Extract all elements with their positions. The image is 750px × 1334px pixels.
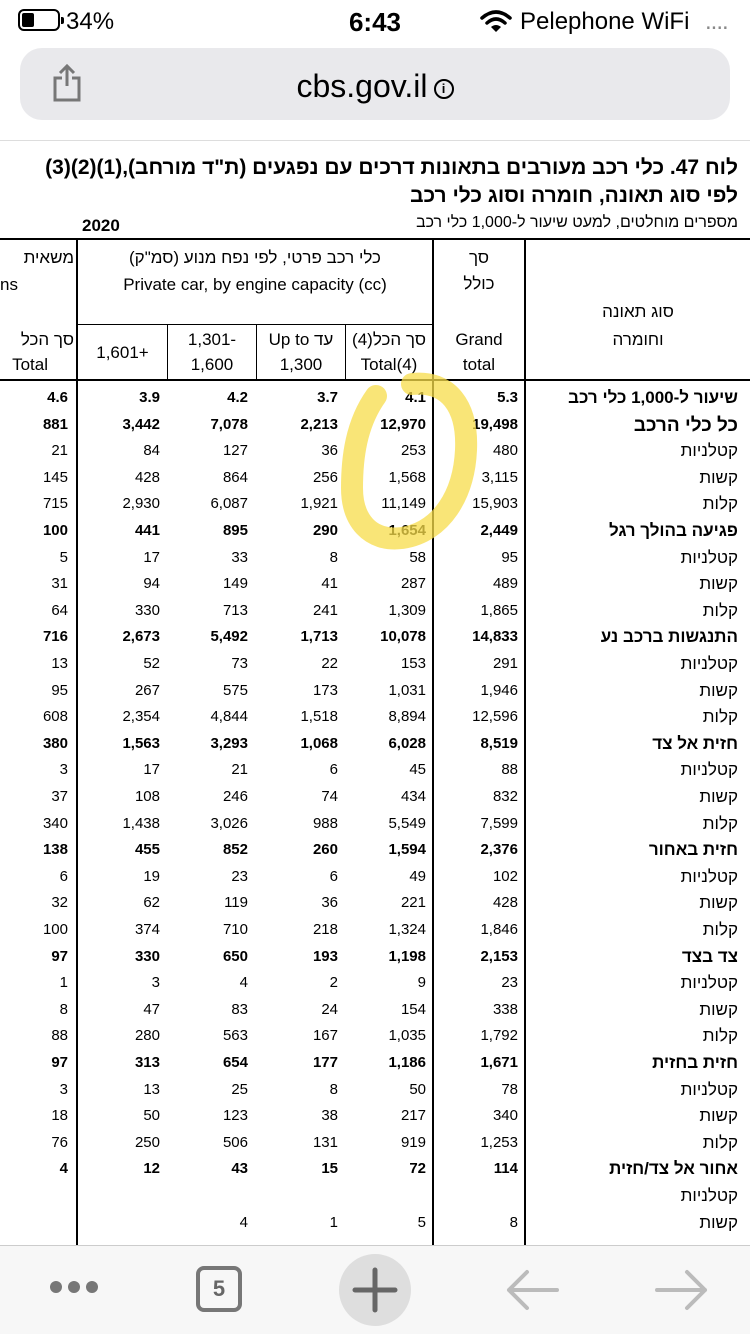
- table-cell: 7,599: [480, 814, 518, 832]
- table-cell: 280: [134, 1027, 160, 1045]
- highlight-annotation: [340, 372, 480, 550]
- table-cell: 575: [222, 681, 248, 699]
- table-cell: 64: [51, 601, 68, 619]
- subheader-line: [78, 324, 432, 325]
- table-cell: 10,078: [380, 628, 426, 646]
- row-label: קלות: [702, 920, 738, 939]
- table-row: [0, 943, 750, 969]
- table-cell: 23: [501, 974, 518, 992]
- table-row: [0, 597, 750, 623]
- row-label: קטלניות: [680, 441, 738, 461]
- table-cell: 3,293: [210, 734, 248, 752]
- table-cell: 3,115: [481, 468, 518, 486]
- table-cell: 1,438: [122, 814, 160, 832]
- grand-header-en: Grand: [455, 330, 503, 349]
- table-cell: 9: [417, 974, 426, 992]
- row-label: קטלניות: [680, 547, 738, 567]
- table-cell: 2: [329, 974, 338, 992]
- table-cell: 25: [231, 1080, 248, 1098]
- table-cell: 97: [51, 947, 68, 965]
- table-cell: 428: [492, 894, 518, 912]
- table-cell: 489: [492, 575, 518, 593]
- table-cell: 8: [329, 548, 338, 566]
- row-label: פגיעה בהולך רגל: [609, 521, 738, 540]
- table-cell: 1,846: [480, 921, 518, 938]
- table-cell: 3.9: [139, 389, 160, 406]
- table-cell: 480: [492, 442, 518, 460]
- upto-he: עד: [314, 330, 334, 349]
- signal-dots: ....: [705, 8, 728, 35]
- row-label: חזית אל צד: [652, 733, 738, 753]
- table-row: [0, 836, 750, 862]
- table-cell: 76: [51, 1133, 68, 1151]
- table-cell: 74: [321, 788, 338, 805]
- table-cell: 88: [501, 761, 518, 779]
- row-label: קטלניות: [680, 654, 738, 673]
- row-label: צד בצד: [681, 946, 738, 966]
- table-cell: 3,442: [122, 415, 160, 433]
- table-row: [0, 623, 750, 649]
- row-label: קלות: [702, 600, 738, 620]
- table-row: [0, 1022, 750, 1048]
- table-cell: 12: [143, 1160, 160, 1178]
- table-cell: 650: [222, 947, 248, 965]
- row-label: קשות: [699, 574, 738, 594]
- table-row: [0, 1076, 750, 1102]
- table-cell: 145: [42, 468, 68, 486]
- table-cell: 38: [321, 1107, 338, 1125]
- table-cell: 340: [42, 814, 68, 832]
- table-cell: 290: [312, 522, 338, 539]
- table-cell: 4: [59, 1160, 68, 1178]
- table-cell: 330: [134, 947, 160, 965]
- table-cell: 434: [400, 788, 426, 805]
- table-cell: 4.2: [227, 389, 248, 406]
- table-cell: 6: [329, 761, 338, 779]
- table-top-border: [0, 238, 750, 240]
- private-header-he: כלי רכב פרטי, לפי נפח מנוע (סמ"ק): [129, 248, 381, 267]
- table-cell: 36: [321, 894, 338, 912]
- table-cell: 4.6: [47, 389, 68, 406]
- table-cell: 340: [492, 1107, 518, 1125]
- table-row: [0, 1049, 750, 1075]
- upto-value: 1,300: [279, 355, 323, 374]
- back-arrow-icon[interactable]: [505, 1268, 559, 1312]
- table-cell: 24: [321, 1000, 338, 1018]
- table-cell: 313: [134, 1054, 160, 1071]
- table-cell: 127: [222, 442, 248, 460]
- table-cell: 5: [417, 1213, 426, 1231]
- row-label: קשות: [699, 999, 738, 1019]
- table-cell: 2,153: [480, 947, 518, 965]
- table-cell: 338: [492, 1000, 518, 1018]
- table-cell: 32: [51, 894, 68, 912]
- table-cell: 1,324: [388, 921, 426, 938]
- table-cell: 988: [312, 814, 338, 832]
- table-cell: 6: [329, 867, 338, 885]
- table-cell: 4: [239, 1213, 248, 1231]
- table-cell: 864: [222, 468, 248, 486]
- table-cell: 256: [312, 468, 338, 486]
- forward-arrow-icon[interactable]: [655, 1268, 709, 1312]
- table-row: [0, 889, 750, 915]
- table-cell: 153: [400, 655, 426, 672]
- table-cell: 15,903: [472, 495, 518, 513]
- table-cell: 1,671: [480, 1054, 518, 1071]
- table-cell: 123: [222, 1107, 248, 1125]
- table-row: [0, 756, 750, 782]
- table-cell: 58: [409, 548, 426, 566]
- table-cell: 654: [222, 1054, 248, 1071]
- row-label: קשות: [699, 467, 738, 487]
- table-cell: 5,549: [388, 814, 426, 832]
- row-label: קטלניות: [680, 973, 738, 993]
- table-cell: 5: [59, 548, 68, 566]
- table-cell: 84: [143, 442, 160, 460]
- table-row: [0, 969, 750, 995]
- table-cell: 4,844: [210, 708, 248, 726]
- table-cell: 154: [400, 1000, 426, 1018]
- table-cell: 15: [321, 1160, 338, 1178]
- table-cell: 8,519: [480, 734, 518, 752]
- table-cell: 713: [222, 601, 248, 619]
- table-cell: 2,213: [300, 415, 338, 433]
- table-cell: 50: [143, 1107, 160, 1125]
- table-cell: 455: [134, 841, 160, 859]
- table-cell: 119: [224, 894, 248, 912]
- battery-percent: 34%: [66, 8, 115, 35]
- table-cell: 167: [312, 1027, 338, 1045]
- table-row: [0, 650, 750, 676]
- url-text[interactable]: [20, 68, 730, 105]
- table-cell: 102: [492, 867, 518, 885]
- table-cell: 72: [409, 1160, 426, 1178]
- row-label: קשות: [699, 1212, 738, 1232]
- row-label: קטלניות: [680, 866, 738, 886]
- table-cell: 1,594: [388, 841, 426, 859]
- clock: 6:43: [348, 7, 402, 37]
- table-cell: 1,186: [388, 1054, 426, 1071]
- table-cell: 5.3: [497, 389, 518, 406]
- row-label: חזית באחור: [648, 840, 738, 860]
- row-label: התנגשות ברכב נע: [600, 627, 738, 647]
- table-cell: 17: [143, 548, 160, 566]
- table-cell: 3: [59, 1080, 68, 1098]
- table-cell: 2,930: [122, 495, 160, 513]
- table-cell: 1,865: [480, 601, 518, 619]
- table-cell: 246: [222, 788, 248, 805]
- table-cell: 832: [492, 788, 518, 805]
- stub-header-he: סוג תאונה: [602, 302, 674, 321]
- row-label: שיעור ל-1,000 כלי רכב: [568, 388, 738, 407]
- table-cell: 114: [493, 1160, 518, 1178]
- table-cell: 47: [143, 1000, 160, 1018]
- table-cell: 919: [400, 1133, 426, 1151]
- table-cell: 95: [501, 548, 518, 566]
- table-cell: 1,921: [300, 495, 338, 513]
- table-cell: 287: [400, 575, 426, 593]
- grand-header-he: סך: [468, 248, 490, 267]
- table-cell: 374: [134, 921, 160, 938]
- row-label: קלות: [702, 813, 738, 833]
- table-row: [0, 1102, 750, 1128]
- table-cell: 19,498: [472, 415, 518, 433]
- table-cell: 37: [51, 788, 68, 805]
- table-cell: 1,198: [388, 947, 426, 965]
- new-tab-button[interactable]: [339, 1254, 411, 1326]
- table-cell: 1: [59, 974, 68, 992]
- truck-header-en: ns: [0, 275, 18, 294]
- page-title: לוח 47. כלי רכב מעורבים בתאונות דרכים עם נפגעים (ת"ד מורחב),(1)(2)(3) לפי סוג תאונה, חומרה וסוג כלי רכב: [45, 156, 738, 207]
- table-cell: 6,028: [388, 734, 426, 752]
- table-cell: 177: [312, 1054, 338, 1071]
- table-row: [0, 863, 750, 889]
- table-cell: 8: [509, 1213, 518, 1231]
- table-cell: 260: [312, 841, 338, 859]
- divider: [0, 140, 750, 141]
- table-cell: 895: [222, 522, 248, 539]
- truck-header-he: משאית: [23, 248, 74, 267]
- table-cell: 441: [134, 522, 160, 539]
- table-cell: 97: [51, 1054, 68, 1071]
- table-cell: 193: [312, 947, 338, 965]
- table-cell: 3: [151, 974, 160, 992]
- table-cell: 1,654: [388, 522, 426, 539]
- table-cell: 31: [51, 575, 68, 593]
- table-cell: 78: [501, 1080, 518, 1098]
- table-cell: 716: [42, 628, 68, 646]
- row-label: קלות: [702, 1132, 738, 1152]
- table-cell: 852: [222, 841, 248, 859]
- row-label: קטלניות: [680, 1186, 738, 1205]
- grand-header-he2: כולל: [463, 274, 495, 293]
- table-cell: 1: [329, 1213, 338, 1231]
- table-cell: 8: [59, 1000, 68, 1018]
- more-icon[interactable]: [50, 1280, 104, 1298]
- table-cell: 1,035: [388, 1027, 426, 1045]
- carrier-name: Pelephone WiFi: [520, 8, 690, 35]
- table-row: [0, 570, 750, 596]
- table-cell: 2,449: [480, 522, 518, 539]
- row-label: קשות: [699, 680, 738, 700]
- table-cell: 4: [239, 974, 248, 992]
- wifi-icon: [480, 9, 512, 33]
- table-cell: 3.7: [317, 389, 338, 406]
- table-cell: 1,253: [480, 1133, 518, 1151]
- table-cell: 62: [143, 894, 160, 912]
- table-cell: 21: [231, 761, 248, 779]
- table-cell: 149: [222, 575, 248, 593]
- table-cell: 8: [329, 1080, 338, 1098]
- grand-header-en2: total: [462, 355, 496, 374]
- table-cell: 12,970: [380, 415, 426, 433]
- table-cell: 1,309: [388, 601, 426, 619]
- table-cell: 88: [51, 1027, 68, 1045]
- table-cell: 6: [59, 867, 68, 885]
- row-label: קשות: [699, 787, 738, 806]
- table-cell: 330: [134, 601, 160, 619]
- row-label: חזית בחזית: [652, 1053, 738, 1072]
- table-cell: 45: [409, 761, 426, 779]
- table-cell: 33: [231, 548, 248, 566]
- table-row: [0, 1129, 750, 1155]
- truck-total-he: סך הכל: [20, 330, 74, 349]
- table-cell: 19: [143, 867, 160, 885]
- table-cell: 41: [321, 575, 338, 593]
- plus-icon: [339, 1254, 411, 1326]
- table-cell: 14,833: [472, 628, 518, 646]
- table-cell: 2,354: [122, 708, 160, 726]
- stub-header-he2: וחומרה: [612, 330, 664, 349]
- table-cell: 94: [143, 575, 160, 593]
- table-cell: 4.1: [405, 389, 426, 406]
- table-cell: 5,492: [210, 628, 248, 646]
- table-cell: 52: [143, 655, 160, 672]
- mid-range-top: 1,301-: [187, 330, 237, 349]
- table-cell: 380: [42, 734, 68, 752]
- table-cell: 267: [134, 681, 160, 699]
- browser-toolbar: [0, 1245, 750, 1334]
- table-cell: 3,026: [210, 814, 248, 832]
- table-cell: 36: [321, 442, 338, 460]
- row-label: קלות: [702, 494, 738, 514]
- url-domain: cbs.gov.il: [296, 68, 428, 104]
- private-header-en: Private car, by engine capacity (cc): [123, 275, 387, 294]
- table-row: [0, 810, 750, 836]
- table-cell: 95: [51, 681, 68, 699]
- mid-range-bot: 1,600: [190, 355, 234, 374]
- table-row: [0, 1182, 750, 1208]
- table-cell: 22: [321, 655, 338, 672]
- table-cell: 608: [42, 708, 68, 726]
- table-cell: 221: [400, 894, 426, 912]
- table-row: [0, 996, 750, 1022]
- table-cell: 1,518: [300, 708, 338, 726]
- table-cell: 73: [231, 655, 248, 672]
- table-cell: 43: [231, 1160, 248, 1178]
- table-cell: 13: [51, 655, 68, 672]
- table-cell: 1,792: [480, 1027, 518, 1045]
- table-cell: 108: [134, 788, 160, 805]
- address-bar[interactable]: [20, 48, 730, 120]
- table-cell: 710: [222, 921, 248, 938]
- status-bar: [0, 0, 750, 42]
- table-row: [0, 677, 750, 703]
- table-cell: 21: [51, 442, 68, 460]
- row-label: קשות: [699, 893, 738, 913]
- table-cell: 250: [134, 1133, 160, 1151]
- table-cell: 8,894: [388, 708, 426, 726]
- table-cell: 18: [51, 1107, 68, 1125]
- info-icon[interactable]: i: [434, 79, 454, 99]
- table-cell: 881: [42, 415, 68, 433]
- table-row: [0, 730, 750, 756]
- table-cell: 218: [312, 921, 338, 938]
- truck-total-en: Total: [12, 355, 48, 374]
- table-cell: 563: [222, 1027, 248, 1045]
- tabs-button[interactable]: 5: [196, 1266, 242, 1312]
- table-cell: 1,031: [388, 681, 426, 699]
- table-cell: 241: [312, 601, 338, 619]
- table-cell: 173: [312, 681, 338, 699]
- table-cell: 1,713: [300, 628, 338, 646]
- table-cell: 7,078: [210, 415, 248, 433]
- table-row: [0, 783, 750, 809]
- table-cell: 506: [222, 1133, 248, 1151]
- table-cell: 17: [143, 761, 160, 779]
- table-cell: 83: [231, 1000, 248, 1018]
- table-cell: 12,596: [472, 708, 518, 726]
- table-cell: 13: [143, 1080, 160, 1098]
- table-row: [0, 1155, 750, 1181]
- year-label: 2020: [82, 216, 120, 235]
- table-row: [0, 703, 750, 729]
- table-cell: 6,087: [210, 495, 248, 513]
- top-range-header: 1,601+: [96, 343, 149, 362]
- table-cell: 428: [134, 468, 160, 486]
- table-cell: 131: [312, 1133, 338, 1151]
- table-cell: 217: [400, 1107, 426, 1125]
- table-cell: 3: [59, 761, 68, 779]
- table-cell: 100: [42, 921, 68, 938]
- table-cell: 100: [42, 522, 68, 539]
- table-cell: 2,673: [122, 628, 160, 646]
- row-label: אחור אל צד/חזית: [609, 1159, 738, 1179]
- row-label: קלות: [702, 1026, 738, 1046]
- total-header-en: Total(4): [360, 355, 418, 374]
- row-label: קטלניות: [680, 1079, 738, 1099]
- table-cell: 2,376: [480, 841, 518, 859]
- table-cell: 715: [42, 495, 68, 513]
- row-label: קטלניות: [680, 760, 738, 780]
- upto-en: Up to: [268, 330, 310, 349]
- table-cell: 138: [42, 841, 68, 859]
- row-label: קלות: [702, 707, 738, 727]
- table-cell: 291: [492, 655, 518, 672]
- row-label: כל כלי הרכב: [633, 414, 738, 436]
- table-row: [0, 916, 750, 942]
- page-subtitle: מספרים מוחלטים, למעט שיעור ל-1,000 כלי רכב: [416, 214, 738, 231]
- table-cell: 1,568: [388, 468, 426, 486]
- table-cell: 23: [231, 867, 248, 885]
- tick: [432, 297, 434, 298]
- table-cell: 11,149: [381, 495, 426, 513]
- table-cell: 1,946: [480, 681, 518, 699]
- upto-header: [257, 328, 345, 352]
- table-cell: 49: [409, 867, 426, 885]
- table-cell: 1,563: [122, 734, 160, 752]
- table-row: [0, 1209, 750, 1235]
- total-header-he: סך הכל(4): [352, 330, 426, 349]
- row-label: קשות: [699, 1106, 738, 1126]
- table-cell: 253: [400, 442, 426, 460]
- table-cell: 50: [409, 1080, 426, 1098]
- table-cell: 1,068: [300, 734, 338, 752]
